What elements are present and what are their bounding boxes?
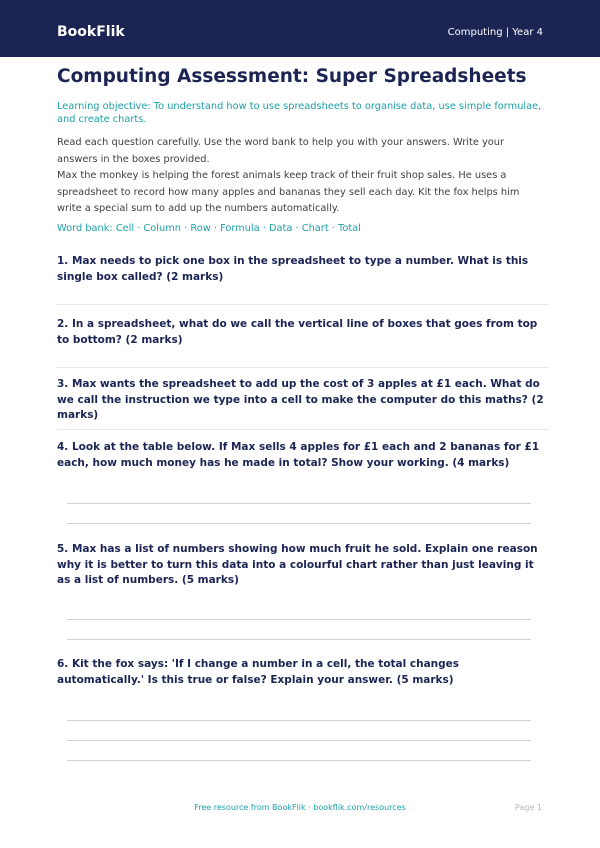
brand-logo: BookFlik (57, 24, 125, 40)
answer-line-6b[interactable] (67, 740, 531, 741)
answer-divider-1 (57, 304, 549, 305)
footer-credit[interactable]: Free resource from BookFlik · bookflik.com/resources (194, 803, 406, 812)
page-title: Computing Assessment: Super Spreadsheets (57, 66, 527, 87)
question-5: 5. Max has a list of numbers showing how much fruit he sold. Explain one reason why it is better to turn this data into a colourful chart rather than just leaving it as a list of numbers. (5 marks) (57, 543, 538, 586)
answer-divider-2 (57, 367, 549, 368)
question-3: 3. Max wants the spreadsheet to add up the cost of 3 apples at £1 each. What do we call the instruction we type into a cell to make the computer do this maths? (2 marks) (57, 378, 544, 421)
answer-line-5a[interactable] (67, 619, 531, 620)
learning-objective: Learning objective: To understand how to use spreadsheets to organise data, use simple formulae, and create charts. (57, 101, 542, 126)
answer-line-4b[interactable] (67, 523, 531, 524)
answer-line-6a[interactable] (67, 720, 531, 721)
instructions-text: Read each question carefully. Use the word bank to help you with your answers. Write your answers in the boxes provided. (57, 137, 505, 165)
question-1: 1. Max needs to pick one box in the spreadsheet to type a number. What is this single box called? (2 marks) (57, 255, 529, 283)
question-2: 2. In a spreadsheet, what do we call the vertical line of boxes that goes from top to bottom? (2 marks) (57, 318, 538, 346)
page-number: Page 1 (515, 803, 542, 812)
answer-line-4a[interactable] (67, 503, 531, 504)
answer-line-5b[interactable] (67, 639, 531, 640)
answer-divider-3 (57, 429, 549, 430)
word-bank: Word bank: Cell · Column · Row · Formula · Data · Chart · Total (57, 223, 361, 234)
question-6: 6. Kit the fox says: 'If I change a number in a cell, the total changes automatically.' Is this true or false? Explain your answer. (5 marks) (57, 658, 460, 686)
question-4: 4. Look at the table below. If Max sells 4 apples for £1 each and 2 bananas for £1 each, how much money has he made in total? Show your working. (4 marks) (57, 441, 540, 469)
story-text: Max the monkey is helping the forest animals keep track of their fruit shop sales. He uses a spreadsheet to record how many apples and bananas they sell each day. Kit the fox helps him write a special sum to add up the numbers automatically. (57, 170, 520, 214)
subject-label: Computing | Year 4 (447, 27, 543, 38)
header-bar (0, 0, 600, 57)
answer-line-6c[interactable] (67, 760, 531, 761)
